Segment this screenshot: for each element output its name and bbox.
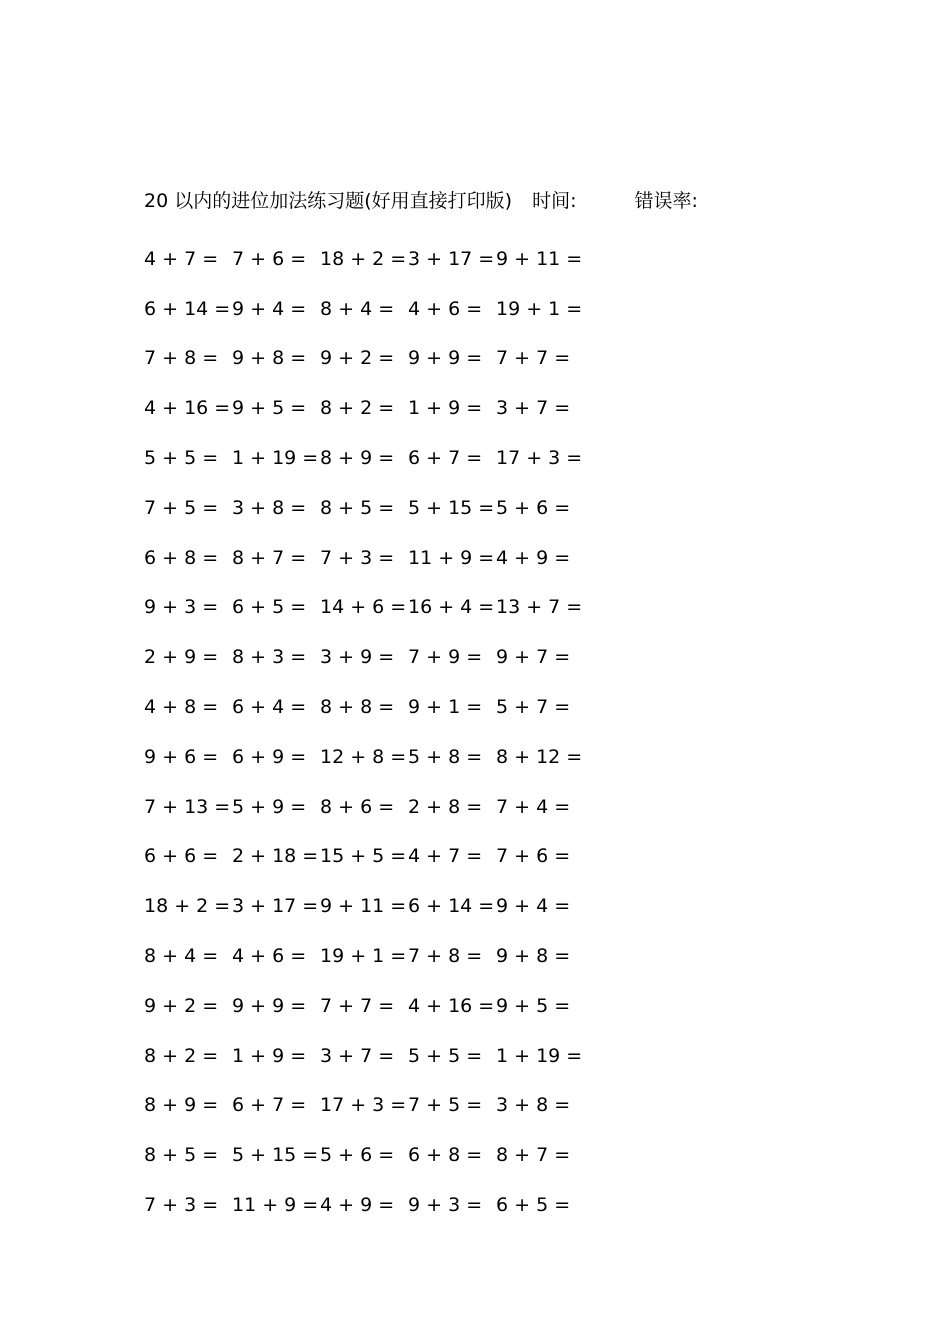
addition-problem: 7 + 3 = — [144, 1194, 219, 1217]
addition-problem: 4 + 8 = — [144, 696, 219, 719]
addition-problem: 9 + 2 = — [144, 994, 219, 1017]
addition-problem: 9 + 8 = — [232, 347, 307, 370]
addition-problem: 8 + 12 = — [496, 745, 583, 768]
addition-problem: 18 + 2 = — [144, 895, 231, 918]
problem-row — [144, 1130, 604, 1180]
addition-problem: 7 + 7 = — [496, 347, 571, 370]
addition-problem: 5 + 6 = — [320, 1144, 395, 1167]
addition-problem: 6 + 8 = — [144, 546, 219, 569]
addition-problem: 8 + 5 = — [144, 1144, 219, 1167]
addition-problem: 7 + 13 = — [144, 795, 231, 818]
addition-problem: 2 + 9 = — [144, 646, 219, 669]
addition-problem: 9 + 5 = — [232, 397, 307, 420]
problem-row — [144, 334, 604, 384]
addition-problem: 7 + 5 = — [408, 1094, 483, 1117]
addition-problem: 7 + 4 = — [496, 795, 571, 818]
addition-problem: 5 + 6 = — [496, 496, 571, 519]
addition-problem: 6 + 7 = — [408, 447, 483, 470]
addition-problem: 5 + 8 = — [408, 745, 483, 768]
addition-problem: 13 + 7 = — [496, 596, 583, 619]
addition-problem: 8 + 2 = — [320, 397, 395, 420]
addition-problem: 9 + 2 = — [320, 347, 395, 370]
addition-problem: 3 + 7 = — [320, 1044, 395, 1067]
addition-problem: 9 + 7 = — [496, 646, 571, 669]
addition-problem: 8 + 9 = — [144, 1094, 219, 1117]
addition-problem: 5 + 15 = — [232, 1144, 319, 1167]
problem-row — [144, 533, 604, 583]
addition-problem: 12 + 8 = — [320, 745, 407, 768]
addition-problem: 5 + 7 = — [496, 696, 571, 719]
problem-row — [144, 1031, 604, 1081]
addition-problem: 9 + 9 = — [408, 347, 483, 370]
addition-problem: 17 + 3 = — [496, 447, 583, 470]
addition-problem: 2 + 18 = — [232, 845, 319, 868]
problem-row — [144, 284, 604, 334]
addition-problem: 6 + 5 = — [232, 596, 307, 619]
problem-row — [144, 483, 604, 533]
problem-row — [144, 732, 604, 782]
addition-problem: 9 + 8 = — [496, 945, 571, 968]
addition-problem: 16 + 4 = — [408, 596, 495, 619]
problem-row — [144, 881, 604, 931]
problem-row — [144, 1180, 604, 1230]
addition-problem: 6 + 8 = — [408, 1144, 483, 1167]
addition-problem: 9 + 4 = — [496, 895, 571, 918]
addition-problem: 3 + 8 = — [496, 1094, 571, 1117]
addition-problem: 8 + 4 = — [320, 297, 395, 320]
addition-problem: 3 + 7 = — [496, 397, 571, 420]
problem-grid — [144, 234, 604, 1230]
problem-row — [144, 583, 604, 633]
addition-problem: 3 + 17 = — [408, 247, 495, 270]
problem-row — [144, 234, 604, 284]
addition-problem: 2 + 8 = — [408, 795, 483, 818]
problem-row — [144, 682, 604, 732]
problem-row — [144, 931, 604, 981]
addition-problem: 8 + 3 = — [232, 646, 307, 669]
addition-problem: 4 + 7 = — [408, 845, 483, 868]
addition-problem: 19 + 1 = — [496, 297, 583, 320]
addition-problem: 4 + 6 = — [232, 945, 307, 968]
addition-problem: 9 + 3 = — [408, 1194, 483, 1217]
addition-problem: 9 + 5 = — [496, 994, 571, 1017]
addition-problem: 11 + 9 = — [408, 546, 495, 569]
addition-problem: 7 + 6 = — [496, 845, 571, 868]
problem-row — [144, 383, 604, 433]
addition-problem: 1 + 9 = — [408, 397, 483, 420]
addition-problem: 9 + 1 = — [408, 696, 483, 719]
addition-problem: 9 + 11 = — [496, 247, 583, 270]
addition-problem: 6 + 9 = — [232, 745, 307, 768]
addition-problem: 5 + 5 = — [408, 1044, 483, 1067]
addition-problem: 1 + 19 = — [496, 1044, 583, 1067]
addition-problem: 9 + 4 = — [232, 297, 307, 320]
addition-problem: 4 + 9 = — [320, 1194, 395, 1217]
addition-problem: 8 + 5 = — [320, 496, 395, 519]
addition-problem: 7 + 8 = — [408, 945, 483, 968]
addition-problem: 6 + 5 = — [496, 1194, 571, 1217]
addition-problem: 3 + 8 = — [232, 496, 307, 519]
addition-problem: 6 + 6 = — [144, 845, 219, 868]
addition-problem: 8 + 7 = — [496, 1144, 571, 1167]
addition-problem: 6 + 14 = — [144, 297, 231, 320]
addition-problem: 17 + 3 = — [320, 1094, 407, 1117]
addition-problem: 19 + 1 = — [320, 945, 407, 968]
addition-problem: 4 + 9 = — [496, 546, 571, 569]
addition-problem: 9 + 11 = — [320, 895, 407, 918]
problem-row — [144, 782, 604, 832]
worksheet-title: 20 以内的进位加法练习题(好用直接打印版) — [144, 190, 513, 212]
addition-problem: 9 + 3 = — [144, 596, 219, 619]
addition-problem: 8 + 8 = — [320, 696, 395, 719]
addition-problem: 7 + 5 = — [144, 496, 219, 519]
addition-problem: 18 + 2 = — [320, 247, 407, 270]
addition-problem: 5 + 15 = — [408, 496, 495, 519]
addition-problem: 5 + 5 = — [144, 447, 219, 470]
addition-problem: 9 + 6 = — [144, 745, 219, 768]
addition-problem: 6 + 14 = — [408, 895, 495, 918]
addition-problem: 5 + 9 = — [232, 795, 307, 818]
problem-row — [144, 632, 604, 682]
addition-problem: 8 + 7 = — [232, 546, 307, 569]
addition-problem: 4 + 6 = — [408, 297, 483, 320]
addition-problem: 7 + 8 = — [144, 347, 219, 370]
problem-row — [144, 433, 604, 483]
addition-problem: 14 + 6 = — [320, 596, 407, 619]
addition-problem: 7 + 3 = — [320, 546, 395, 569]
problem-row — [144, 832, 604, 882]
addition-problem: 8 + 4 = — [144, 945, 219, 968]
addition-problem: 11 + 9 = — [232, 1194, 319, 1217]
addition-problem: 7 + 7 = — [320, 994, 395, 1017]
addition-problem: 1 + 9 = — [232, 1044, 307, 1067]
addition-problem: 8 + 2 = — [144, 1044, 219, 1067]
addition-problem: 8 + 6 = — [320, 795, 395, 818]
addition-problem: 7 + 9 = — [408, 646, 483, 669]
problem-row — [144, 1081, 604, 1131]
addition-problem: 6 + 4 = — [232, 696, 307, 719]
addition-problem: 4 + 16 = — [408, 994, 495, 1017]
error-rate-label: 错误率: — [634, 190, 698, 212]
addition-problem: 4 + 16 = — [144, 397, 231, 420]
addition-problem: 3 + 9 = — [320, 646, 395, 669]
addition-problem: 3 + 17 = — [232, 895, 319, 918]
time-label: 时间: — [532, 190, 577, 212]
addition-problem: 6 + 7 = — [232, 1094, 307, 1117]
problem-row — [144, 981, 604, 1031]
addition-problem: 9 + 9 = — [232, 994, 307, 1017]
addition-problem: 7 + 6 = — [232, 247, 307, 270]
worksheet-header — [144, 186, 698, 216]
addition-problem: 1 + 19 = — [232, 447, 319, 470]
addition-problem: 8 + 9 = — [320, 447, 395, 470]
addition-problem: 4 + 7 = — [144, 247, 219, 270]
addition-problem: 15 + 5 = — [320, 845, 407, 868]
